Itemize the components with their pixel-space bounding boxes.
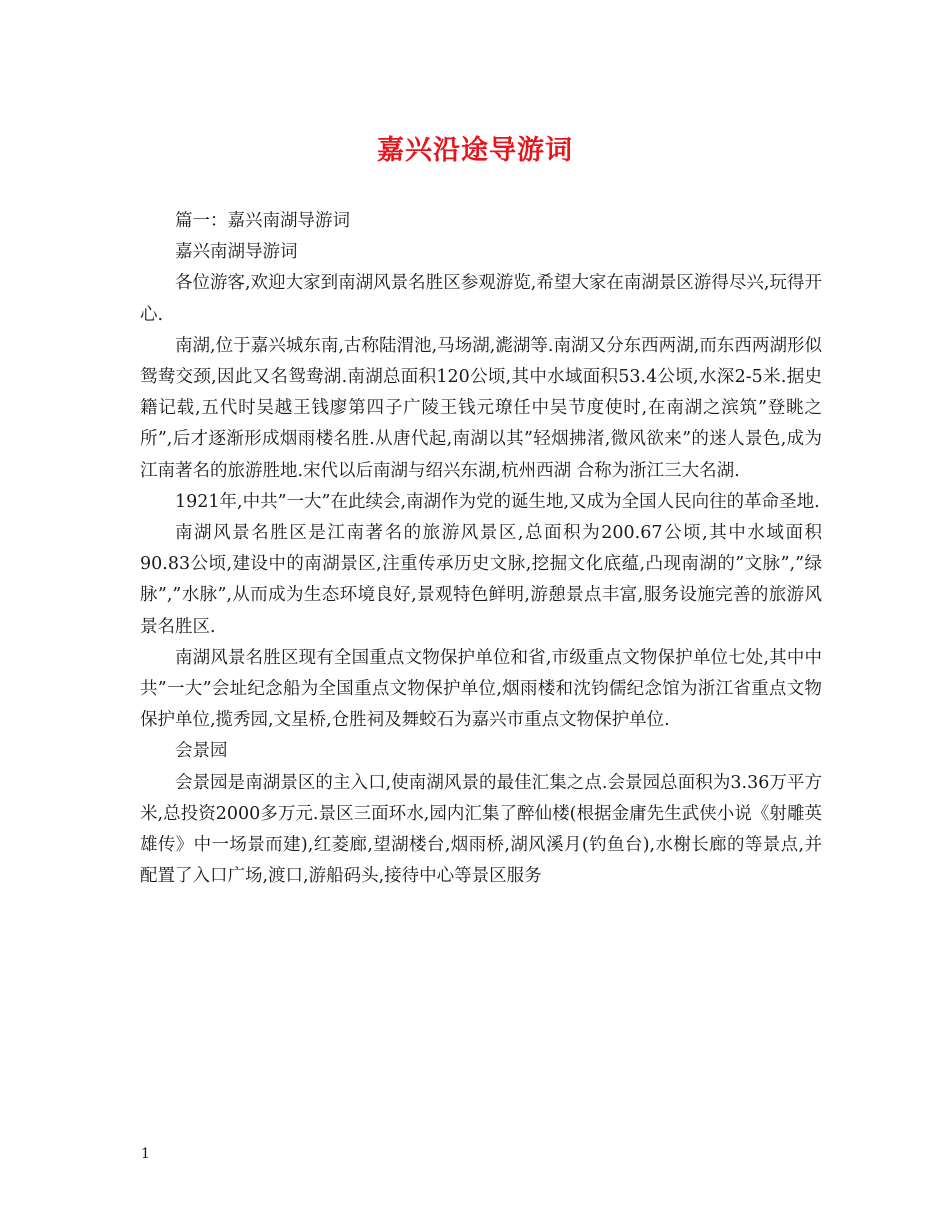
paragraph: 会景园是南湖景区的主入口,使南湖风景的最佳汇集之点.会景园总面积为3.36万平方米,总投资2000多万元.景区三面环水,园内汇集了醉仙楼(根据金庸先生武侠小说《射雕英雄传》中一场景而建),红菱廊,望湖楼台,烟雨桥,湖风溪月(钓鱼台),水榭长廊的等景点,并配置了入口广场,渡口,游船码头,接待中心等景区服务 (140, 772, 822, 887)
paragraph: 1921年,中共”一大”在此续会,南湖作为党的诞生地,又成为全国人民向往的革命圣地. (175, 491, 820, 512)
paragraph: 南湖风景名胜区是江南著名的旅游风景区,总面积为200.67公顷,其中水域面积90.83公顷,建设中的南湖景区,注重传承历史文脉,挖掘文化底蕴,凸现南湖的”文脉”,”绿脉”,”水脉”,从而成为生态环境良好,景观特色鲜明,游憩景点丰富,服务设施完善的旅游风景名胜区. (140, 523, 822, 637)
document-title: 嘉兴沿途导游词 (377, 135, 573, 166)
paragraph: 南湖风景名胜区现有全国重点文物保护单位和省,市级重点文物保护单位七处,其中中共”一大”会址纪念船为全国重点文物保护单位,烟雨楼和沈钧儒纪念馆为浙江省重点文物保护单位,揽秀园,文星桥,仓胜祠及舞蛟石为嘉兴市重点文物保护单位. (140, 647, 822, 731)
paragraph: 会景园 (175, 741, 228, 762)
paragraph: 嘉兴南湖导游词 (175, 242, 298, 263)
page-number: 1 (141, 1146, 150, 1162)
document-body (140, 206, 822, 892)
section-heading: 篇一：嘉兴南湖导游词 (175, 211, 350, 231)
paragraph: 各位游客,欢迎大家到南湖风景名胜区参观游览,希望大家在南湖景区游得尽兴,玩得开心. (140, 273, 822, 325)
paragraph: 南湖,位于嘉兴城东南,古称陆渭池,马场湖,滮湖等.南湖又分东西两湖,而东西两湖形似鸳鸯交颈,因此又名鸳鸯湖.南湖总面积120公顷,其中水域面积53.4公顷,水深2-5米.据史籍记载,五代时吴越王钱廖第四子广陵王钱元璙任中吴节度使时,在南湖之滨筑”登眺之所”,后才逐渐形成烟雨楼名胜.从唐代起,南湖以其”轻烟拂渚,微风欲来”的迷人景色,成为江南著名的旅游胜地.宋代以后南湖与绍兴东湖,杭州西湖 合称为浙江三大名湖. (140, 335, 822, 481)
